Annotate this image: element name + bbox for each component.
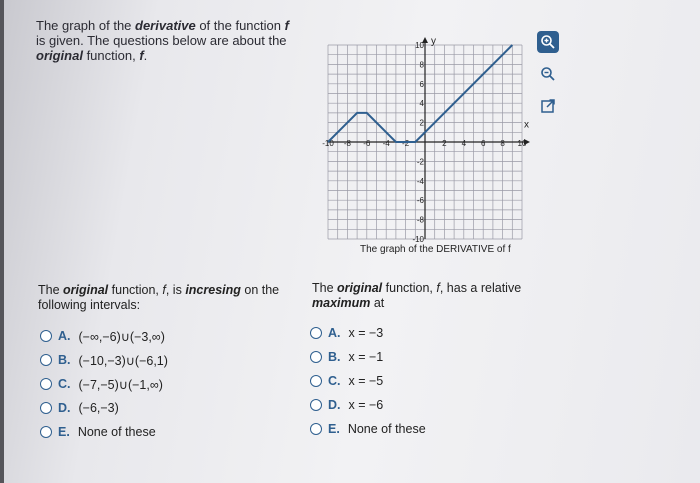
x-tick-label: 10 [517, 139, 527, 148]
intro-text-4: function, [82, 48, 140, 63]
radio-button[interactable] [40, 402, 52, 414]
radio-button[interactable] [40, 378, 52, 390]
option-text: x = −6 [348, 398, 384, 412]
q1-option-c[interactable] [40, 372, 168, 396]
intro-f-2: f [139, 48, 144, 63]
y-tick-label: -8 [416, 215, 424, 225]
radio-button[interactable] [310, 423, 322, 435]
q1-text-2: function, [108, 283, 163, 297]
option-letter: B. [328, 350, 341, 364]
intro-text-1: The graph of the [36, 18, 136, 33]
option-text: (−7,−5)∪(−1,∞) [78, 377, 163, 392]
y-tick-label: 10 [415, 41, 424, 50]
x-tick-label: -8 [343, 139, 351, 148]
y-tick-label: 4 [419, 99, 424, 109]
q1-text-1: The [38, 283, 64, 297]
q2-option-d[interactable] [310, 393, 426, 417]
radio-button[interactable] [40, 354, 52, 366]
option-letter: E. [58, 425, 70, 439]
q1-option-d[interactable] [40, 396, 168, 420]
option-letter: A. [58, 329, 71, 343]
radio-button[interactable] [310, 375, 322, 387]
q2-option-b[interactable] [310, 345, 426, 369]
q1-f: f [162, 283, 166, 297]
radio-button[interactable] [40, 426, 52, 438]
option-letter: D. [328, 398, 341, 412]
radio-button[interactable] [310, 351, 322, 363]
intro-em-derivative: derivative [135, 18, 196, 33]
intro-text-2: of the function [195, 18, 285, 33]
intro-em-original: original [36, 48, 83, 63]
q1-option-a[interactable] [40, 324, 168, 348]
q2-text-2: function, [382, 281, 437, 295]
x-tick-label: -10 [322, 139, 334, 148]
x-tick-label: -2 [402, 139, 410, 148]
option-text: None of these [77, 425, 156, 439]
option-text: x = −5 [348, 374, 384, 388]
zoom-out-icon [540, 66, 556, 82]
intro-f: f [284, 18, 289, 33]
y-tick-label: 6 [419, 79, 424, 89]
q2-option-c[interactable] [310, 369, 426, 393]
q1-em-incresing: incresing [185, 283, 241, 297]
q2-option-e[interactable] [310, 417, 426, 441]
graph-caption: The graph of the DERIVATIVE of f [360, 244, 511, 255]
option-text: (−6,−3) [78, 401, 119, 415]
external-link-icon [540, 98, 556, 114]
option-letter: E. [328, 422, 340, 436]
option-text: (−∞,−6)∪(−3,∞) [78, 329, 165, 344]
x-tick-label: -4 [382, 139, 390, 148]
intro-text [36, 18, 296, 63]
y-tick-label: -10 [412, 235, 424, 244]
y-tick-label: -4 [416, 176, 424, 186]
radio-button[interactable] [310, 399, 322, 411]
q2-text-4: at [370, 296, 385, 310]
q2-f: f [436, 281, 440, 295]
y-tick-label: 8 [419, 60, 424, 70]
question-2-options [310, 321, 426, 441]
zoom-in-button[interactable] [537, 31, 559, 53]
x-axis-label: x [524, 119, 529, 131]
q1-text-3: , is [165, 283, 186, 297]
y-tick-label: -2 [416, 157, 424, 167]
x-tick-label: -6 [363, 139, 371, 148]
x-tick-label: 8 [500, 139, 505, 148]
option-letter: B. [58, 353, 71, 367]
q2-option-a[interactable] [310, 321, 426, 345]
x-tick-label: 6 [480, 139, 486, 148]
x-tick-label: 2 [442, 139, 447, 148]
y-tick-label: 2 [419, 118, 424, 128]
option-letter: A. [328, 326, 341, 340]
radio-button[interactable] [310, 327, 322, 339]
popout-button[interactable] [537, 95, 559, 117]
q2-em-maximum: maximum [312, 296, 371, 310]
q2-text-1: The [312, 281, 338, 295]
option-letter: D. [58, 401, 71, 415]
option-text: (−10,−3)∪(−6,1) [78, 353, 168, 368]
q1-option-b[interactable] [40, 348, 168, 372]
option-letter: C. [328, 374, 341, 388]
q1-option-e[interactable] [40, 420, 168, 444]
option-text: None of these [347, 422, 426, 436]
q1-em-original: original [63, 283, 109, 297]
radio-button[interactable] [40, 330, 52, 342]
graph-tools [537, 31, 559, 127]
intro-text-5: . [143, 48, 148, 63]
question-1-prompt [38, 283, 298, 313]
question-1-options [40, 324, 168, 444]
q2-text-3: , has a relative [439, 281, 522, 295]
y-axis-label: y [431, 37, 436, 47]
q1-text-4: on the following intervals: [38, 283, 280, 312]
question-2-prompt [312, 281, 562, 311]
intro-text-3: is given. The questions below are about the [36, 33, 287, 48]
q2-em-original: original [337, 281, 383, 295]
x-tick-label: 4 [461, 139, 467, 148]
option-text: x = −1 [348, 350, 384, 364]
option-letter: C. [58, 377, 71, 391]
zoom-in-icon [540, 34, 556, 50]
option-text: x = −3 [348, 326, 384, 340]
zoom-out-button[interactable] [537, 63, 559, 85]
question-sheet [4, 0, 700, 483]
y-tick-label: -6 [416, 196, 424, 206]
axes [328, 37, 530, 239]
derivative-graph [322, 37, 534, 255]
